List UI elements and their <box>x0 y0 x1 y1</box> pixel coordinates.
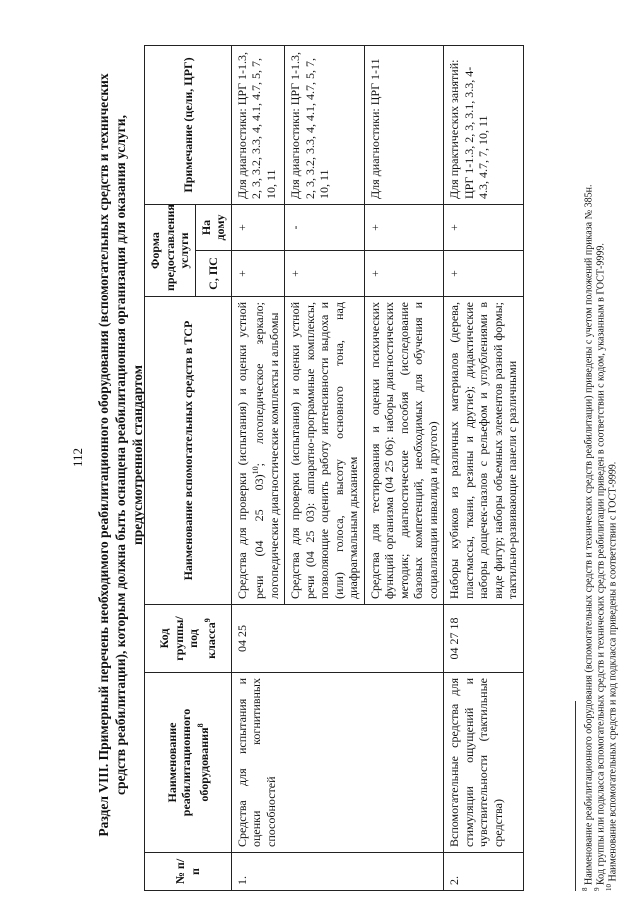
row-form-sp: + <box>231 251 285 297</box>
footnote-10: $^{10}$ Наименование вспомогательных средств и код подкласса приведены в соответствии с ГОСТ-9999. <box>605 461 619 891</box>
row-form-sp: + <box>364 251 444 297</box>
row-num: 2. <box>444 853 524 891</box>
row-tsr: Средства для проверки (испытания) и оценки устной речи (04 25 03)$^{10}$; логопедическое зеркало; логопедические диагностические комплекты и альбомы <box>231 297 285 605</box>
row-code: 04 25 <box>231 605 444 673</box>
header-form-sp: С, ПС <box>195 251 231 297</box>
row-note: Для диагностики: ЦРГ 1-11 <box>364 46 444 205</box>
header-form: Форма предоставления услуги <box>145 205 196 297</box>
row-note: Для диагностики: ЦРГ 1-1.3, 2, 3, 3.2, 3.3, 4, 4.1, 4.7, 5, 7, 10, 11 <box>285 46 365 205</box>
row-form-home: + <box>364 205 444 251</box>
header-equipment: Наименование реабилитационного оборудования$^8$ <box>145 673 232 853</box>
row-note: Для практических занятий: ЦРГ 1-1.3, 2, 3, 3.1, 3.3, 4-4.3, 4.7, 7, 10, 11 <box>444 46 524 205</box>
row-equipment: Средства для испытания и оценки когнитивных способностей <box>231 673 444 853</box>
row-form-sp: + <box>444 251 524 297</box>
header-code: Код группы/под класса$^9$ <box>145 605 232 673</box>
section-heading: Раздел VIII. Примерный перечень необходимого реабилитационного оборудования (вспомогательных средств и технических средств реабилитации), которым должна быть оснащена реабилитационная организация для оказания услуги, предусмотренной стандартом <box>96 73 145 837</box>
header-num: № п/п <box>145 853 232 891</box>
row-form-home: + <box>231 205 285 251</box>
row-form-sp: + <box>285 251 365 297</box>
header-note: Примечание (цели, ЦРГ) <box>145 46 232 205</box>
row-tsr: Средства для проверки (испытания) и оценки устной речи (04 25 03): аппаратно-программные комплексы, позволяющие оценить работу интенсивности выдоха и (или) голоса, высоту основного тона, над диафрагмальным дыханием <box>285 297 365 605</box>
header-row <box>145 46 196 891</box>
row-tsr: Средства для тестирования и оценки психических функций организма (04 25 06): наборы диагностических методик; диагностические пособия (исследование базовых компетенций, необходимых для обучения и социализации инвалида и другого) <box>364 297 444 605</box>
table-row <box>231 46 285 891</box>
row-form-home: - <box>285 205 365 251</box>
row-tsr: Наборы кубиков из различных материалов (дерева, пластмассы, ткани, резины и другие); дидактические наборы дощечек-пазлов с рельефом и углублениями в виде фигур; наборы объемных элементов разной формы; тактильно-развивающие панели с различными <box>444 297 524 605</box>
row-note: Для диагностики: ЦРГ 1-1.3, 2, 3, 3.2, 3.3, 4, 4.1, 4.7, 5, 7, 10, 11 <box>231 46 285 205</box>
equipment-table <box>144 45 524 891</box>
footnote-divider <box>575 701 576 891</box>
header-tsr: Наименование вспомогательных средств в ТСР <box>145 297 232 605</box>
table-row <box>444 46 524 891</box>
footnote-8: $^8$ Наименование реабилитационного оборудования (вспомогательных средств и технических средств реабилитации) приведены с учетом положений приказа № 385н. <box>581 184 595 891</box>
row-form-home: + <box>444 205 524 251</box>
row-equipment: Вспомогательные средства для стимуляции ощущений и чувствительности (тактильные средства) <box>444 673 524 853</box>
footnote-9: $^9$ Код группы или подкласса вспомогательных средств и технических средств реабилитации приведен в соответствии с кодом, указанным в ГОСТ-9999. <box>593 243 607 891</box>
header-form-home: На дому <box>195 205 231 251</box>
page-number: 112 <box>70 447 85 467</box>
row-num: 1. <box>231 853 444 891</box>
row-code: 04 27 18 <box>444 605 524 673</box>
